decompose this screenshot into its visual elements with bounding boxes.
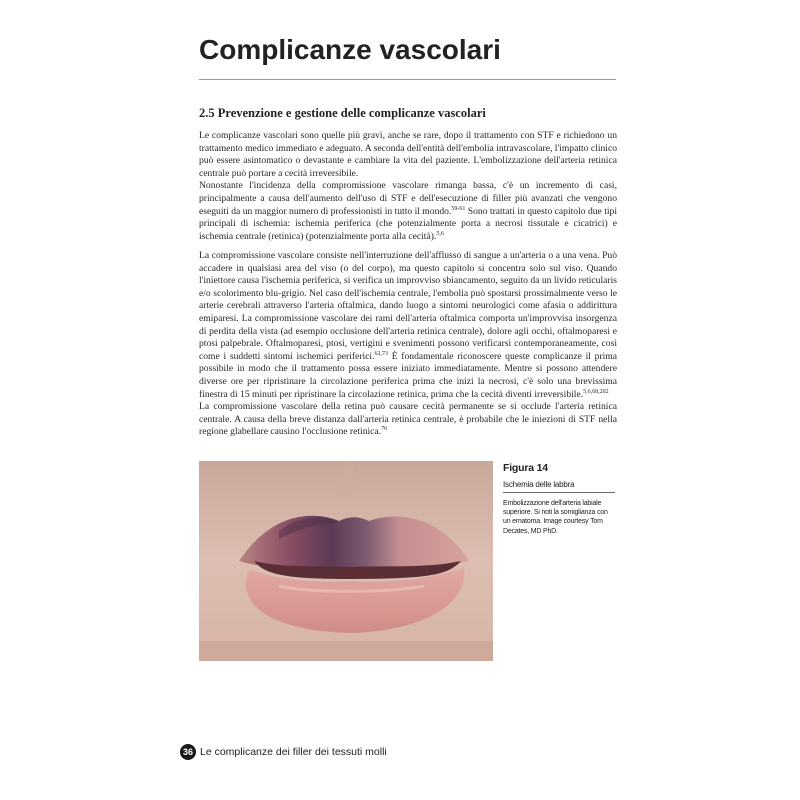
- figure-subtitle: Ischemia delle labbra: [503, 480, 575, 489]
- paragraph: [199, 401, 617, 439]
- citation: 62,73: [374, 350, 389, 357]
- citation: 59-61: [451, 205, 466, 212]
- paragraph-text: La compromissione vascolare della retina può causare cecità permanente se si occlude l'arteria retinica centrale. A causa della breve distanza dall'arteria retinica centrale, è probabile che le iniezioni di STF nella regione glabellare causino l'occlusione retinica.: [199, 401, 617, 438]
- paragraph-text: La compromissione vascolare consiste nell'interruzione dell'afflusso di sangue a un'arteria o a una vena. Può accadere in qualsiasi area del viso (o del corpo), ma questo capitolo si concentra solo sul viso. Quando l'iniettore causa l'ischemia periferica, si verifica un improvviso sbiancamento, seguito da un livido reticularis e/o scolorimento blu-grigio. Nel caso dell'ischemia centrale, l'embolia può spostarsi prossimalmente verso le arterie cerebrali attraverso l'arteria oftalmica, dando luogo a sintomi neurologici come afasia o addirittura emiparesi. La compromissione vascolare dei rami dell'arteria oftalmica comporta un'improvvisa insorgenza di perdita della vista (ad esempio occlusione dell'arteria retinica centrale), dolore agli occhi, oftalmoparesi e ptosi palpebrale. Oftalmoparesi, ptosi, vertigini e svenimenti possono verificarsi contemporaneamente, così come i suddetti sintomi ischemici periferici.: [199, 250, 617, 362]
- caption-divider: [503, 492, 615, 493]
- figure-label: Figura 14: [503, 462, 548, 474]
- citation: 76: [381, 426, 388, 433]
- paragraph: [199, 130, 617, 180]
- lips-illustration: [199, 461, 493, 661]
- text-block-main: [199, 250, 617, 439]
- paragraph-text: Le complicanze vascolari sono quelle più gravi, anche se rare, dopo il trattamento con STF e richiedono un trattamento medico immediato e adeguato. A seconda dell'entità dell'embolia intravascolare, l'impatto clinico può essere asintomatico o devastante e cambiare la vita del paziente. L'embolizzazione dell'arteria retinica centrale può portare a cecità irreversibile.: [199, 130, 617, 179]
- paragraph-text: È fondamentale riconoscere queste complicanze il prima possibile in modo che il trattamento possa essere iniziato immediatamente. Mentre si possono attendere diverse ore per ripristinare la circolazione periferica prima che inizi la necrosi, c'è solo una brevissima finestra di 15 minuti per ripristinare la circolazione retinica, prima che la cecità diventi irreversibile.: [199, 350, 618, 400]
- section-heading: 2.5 Prevenzione e gestione delle complicanze vascolari: [199, 106, 486, 120]
- figure-description: Embolizzazione dell'arteria labiale superiore. Si noti la somiglianza con un ematoma. Image courtesy Tom Decates, MD PhD.: [503, 500, 608, 535]
- lips-ischemia-photo: [199, 461, 493, 661]
- paragraph: [199, 250, 617, 401]
- figure-caption: [503, 462, 615, 536]
- paragraph-text: Sono trattati in questo capitolo due tipi principali di ischemia: ischemia periferica (che potenzialmente porta a necrosi tissutale e cicatrici) e ischemia centrale (retinica) (potenzialmente porta alla cecità).: [199, 205, 618, 242]
- text-block-intro: [199, 130, 617, 243]
- chapter-title: Complicanze vascolari: [199, 34, 501, 65]
- page-number-badge: 36: [180, 744, 196, 760]
- citation: 5,6,68,202: [583, 388, 609, 395]
- citation: 5,6: [436, 230, 444, 237]
- paragraph-text: Nonostante l'incidenza della compromissione vascolare rimanga bassa, c'è un incremento di casi, principalmente a causa dell'aumento dell'uso di STF e dell'esecuzione di filler più avanzati che vengono eseguiti da un maggior numero di professionisti in tutto il mondo.: [199, 180, 617, 217]
- running-title: Le complicanze dei filler dei tessuti molli: [200, 746, 387, 758]
- title-divider: [199, 79, 616, 80]
- page-footer: [180, 744, 387, 760]
- paragraph: [199, 180, 617, 243]
